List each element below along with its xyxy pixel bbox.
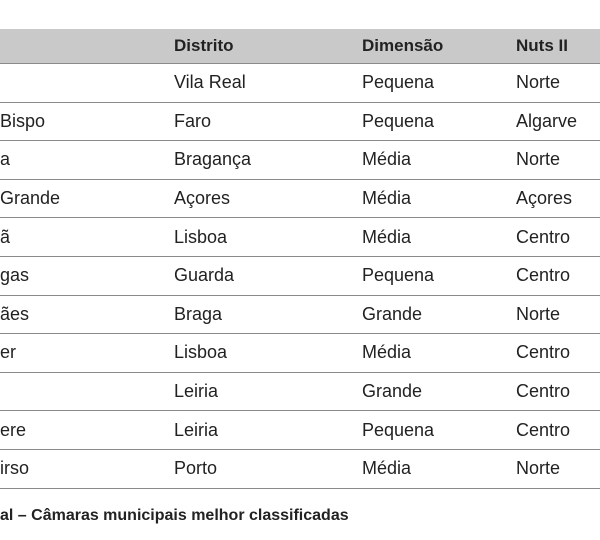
header-municipio — [0, 29, 170, 63]
table-row — [0, 334, 600, 373]
table-header-row — [0, 29, 600, 64]
cell-municipio: er — [0, 342, 17, 363]
cell-nuts: Norte — [516, 303, 561, 324]
table-row — [0, 411, 600, 450]
cell-nuts: Norte — [516, 72, 561, 93]
cell-dimensao: Média — [362, 458, 412, 479]
cell-municipio: irso — [0, 458, 30, 479]
table-row — [0, 141, 600, 180]
cell-dimensao: Pequena — [362, 265, 435, 286]
cell-distrito: Leiria — [174, 419, 219, 440]
cell-nuts: Centro — [516, 265, 571, 286]
cell-municipio: ães — [0, 303, 30, 324]
table-row — [0, 103, 600, 142]
cell-dimensao: Média — [362, 226, 412, 247]
table-row — [0, 450, 600, 489]
cell-nuts: Açores — [516, 188, 573, 209]
cell-nuts: Algarve — [516, 110, 578, 131]
table-row — [0, 218, 600, 257]
table-body — [0, 64, 600, 489]
cell-dimensao: Média — [362, 342, 412, 363]
table-row — [0, 180, 600, 219]
header-dimensao: Dimensão — [362, 36, 444, 55]
table-row — [0, 257, 600, 296]
cell-nuts: Centro — [516, 342, 571, 363]
table-row — [0, 64, 600, 103]
cell-municipio — [0, 373, 170, 411]
cell-municipio: gas — [0, 265, 30, 286]
cell-dimensao: Média — [362, 149, 412, 170]
cell-distrito: Guarda — [174, 265, 235, 286]
cell-dimensao: Grande — [362, 381, 423, 402]
municipalities-table — [0, 29, 600, 489]
cell-nuts: Centro — [516, 419, 571, 440]
cell-municipio: Grande — [0, 188, 61, 209]
cell-nuts: Norte — [516, 458, 561, 479]
cell-municipio: ã — [0, 226, 11, 247]
cell-municipio: ere — [0, 419, 27, 440]
cell-nuts: Norte — [516, 149, 561, 170]
cell-dimensao: Pequena — [362, 110, 435, 131]
cell-municipio — [0, 64, 170, 102]
cell-distrito: Leiria — [174, 381, 219, 402]
cell-dimensao: Média — [362, 188, 412, 209]
cell-distrito: Porto — [174, 458, 218, 479]
cell-distrito: Lisboa — [174, 226, 228, 247]
header-nuts: Nuts II — [516, 36, 568, 55]
cell-distrito: Açores — [174, 188, 231, 209]
cell-municipio: a — [0, 149, 11, 170]
cell-distrito: Bragança — [174, 149, 252, 170]
header-distrito: Distrito — [174, 36, 234, 55]
cell-distrito: Braga — [174, 303, 223, 324]
cell-distrito: Lisboa — [174, 342, 228, 363]
cell-distrito: Faro — [174, 110, 212, 131]
cell-distrito: Vila Real — [174, 72, 246, 93]
cell-dimensao: Pequena — [362, 419, 435, 440]
cell-nuts: Centro — [516, 381, 571, 402]
table-row — [0, 373, 600, 412]
table-row — [0, 296, 600, 335]
cell-dimensao: Grande — [362, 303, 423, 324]
cell-nuts: Centro — [516, 226, 571, 247]
table-caption: al – Câmaras municipais melhor classificadas — [0, 507, 349, 524]
cell-municipio: Bispo — [0, 110, 46, 131]
cell-dimensao: Pequena — [362, 72, 435, 93]
